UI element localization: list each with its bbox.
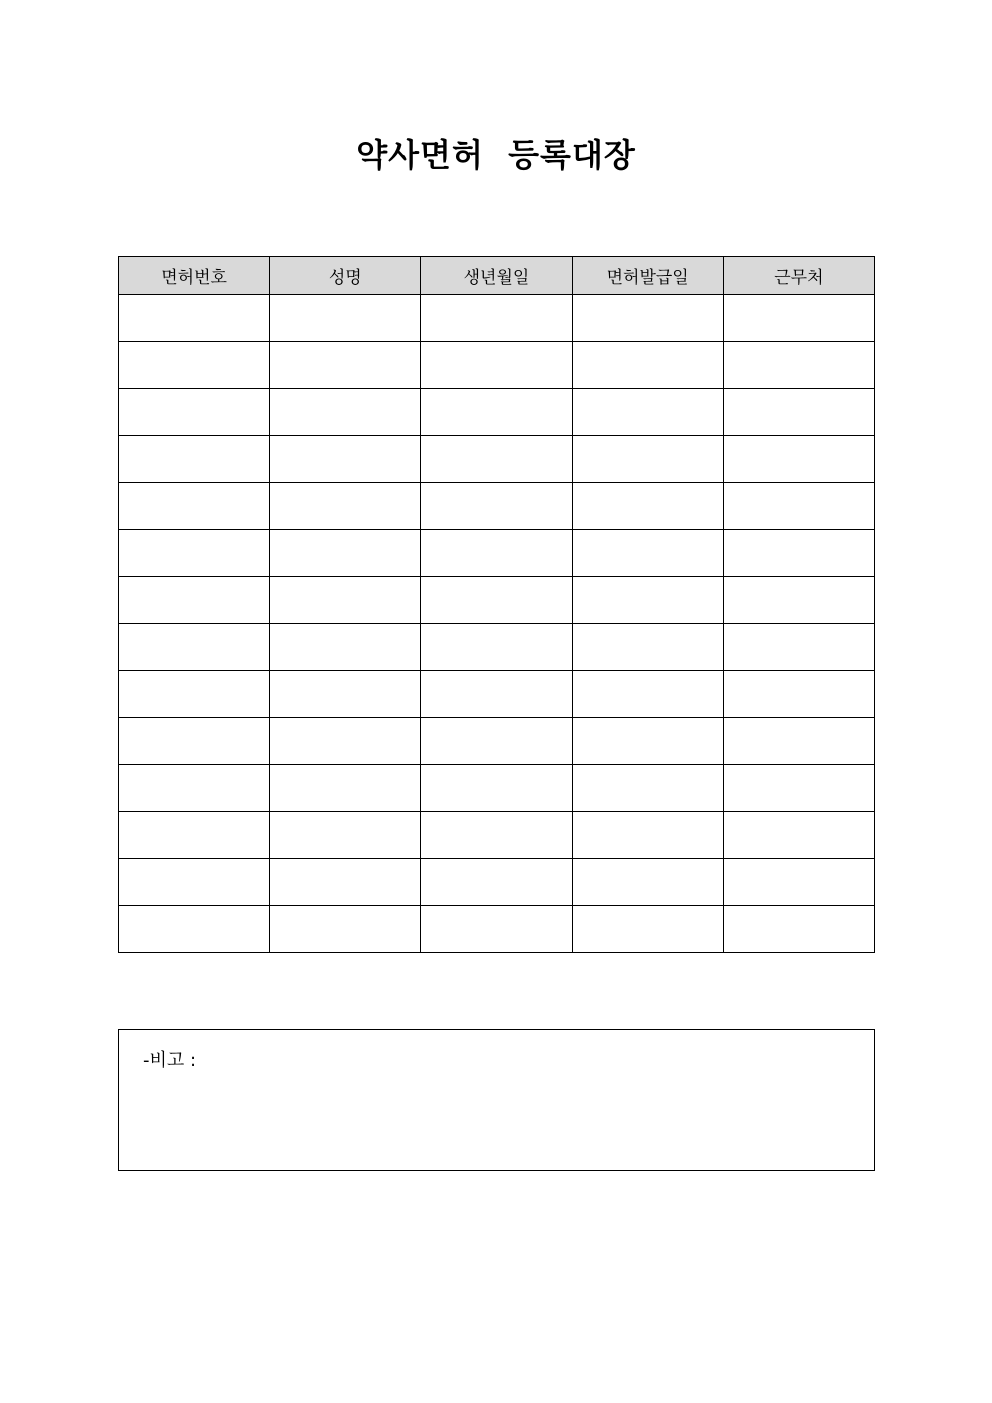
cell-workplace[interactable] — [723, 295, 874, 342]
cell-issue-date[interactable] — [572, 624, 723, 671]
cell-name[interactable] — [270, 812, 421, 859]
cell-name[interactable] — [270, 436, 421, 483]
cell-birth-date[interactable] — [421, 577, 572, 624]
cell-birth-date[interactable] — [421, 483, 572, 530]
cell-birth-date[interactable] — [421, 906, 572, 953]
cell-name[interactable] — [270, 859, 421, 906]
cell-workplace[interactable] — [723, 812, 874, 859]
cell-birth-date[interactable] — [421, 859, 572, 906]
cell-name[interactable] — [270, 718, 421, 765]
cell-license-number[interactable] — [119, 530, 270, 577]
column-header-license-number: 면허번호 — [119, 257, 270, 295]
cell-workplace[interactable] — [723, 436, 874, 483]
cell-birth-date[interactable] — [421, 295, 572, 342]
cell-issue-date[interactable] — [572, 577, 723, 624]
cell-birth-date[interactable] — [421, 530, 572, 577]
cell-name[interactable] — [270, 906, 421, 953]
cell-birth-date[interactable] — [421, 389, 572, 436]
table-row — [119, 718, 875, 765]
cell-name[interactable] — [270, 389, 421, 436]
table-row — [119, 859, 875, 906]
cell-license-number[interactable] — [119, 389, 270, 436]
license-register-table — [118, 256, 875, 953]
table-header-row — [119, 257, 875, 295]
cell-license-number[interactable] — [119, 671, 270, 718]
cell-name[interactable] — [270, 342, 421, 389]
table-row — [119, 483, 875, 530]
table-row — [119, 342, 875, 389]
column-header-workplace: 근무처 — [723, 257, 874, 295]
cell-license-number[interactable] — [119, 859, 270, 906]
cell-birth-date[interactable] — [421, 342, 572, 389]
cell-birth-date[interactable] — [421, 718, 572, 765]
cell-name[interactable] — [270, 765, 421, 812]
cell-issue-date[interactable] — [572, 295, 723, 342]
cell-issue-date[interactable] — [572, 389, 723, 436]
cell-issue-date[interactable] — [572, 530, 723, 577]
table-body — [119, 295, 875, 953]
cell-license-number[interactable] — [119, 436, 270, 483]
cell-name[interactable] — [270, 530, 421, 577]
cell-license-number[interactable] — [119, 812, 270, 859]
cell-workplace[interactable] — [723, 577, 874, 624]
table-row — [119, 530, 875, 577]
cell-name[interactable] — [270, 624, 421, 671]
column-header-name: 성명 — [270, 257, 421, 295]
table-row — [119, 906, 875, 953]
cell-workplace[interactable] — [723, 765, 874, 812]
cell-license-number[interactable] — [119, 718, 270, 765]
cell-issue-date[interactable] — [572, 906, 723, 953]
column-header-birth-date: 생년월일 — [421, 257, 572, 295]
cell-workplace[interactable] — [723, 389, 874, 436]
remarks-label: -비고 : — [143, 1050, 197, 1071]
cell-issue-date[interactable] — [572, 859, 723, 906]
cell-issue-date[interactable] — [572, 812, 723, 859]
cell-name[interactable] — [270, 577, 421, 624]
table-row — [119, 671, 875, 718]
cell-workplace[interactable] — [723, 483, 874, 530]
table-row — [119, 577, 875, 624]
cell-workplace[interactable] — [723, 718, 874, 765]
table-row — [119, 765, 875, 812]
cell-name[interactable] — [270, 483, 421, 530]
cell-issue-date[interactable] — [572, 342, 723, 389]
document-title: 약사면허 등록대장 — [356, 136, 636, 174]
cell-issue-date[interactable] — [572, 436, 723, 483]
cell-license-number[interactable] — [119, 906, 270, 953]
cell-license-number[interactable] — [119, 342, 270, 389]
table-row — [119, 812, 875, 859]
cell-license-number[interactable] — [119, 765, 270, 812]
cell-workplace[interactable] — [723, 530, 874, 577]
cell-birth-date[interactable] — [421, 812, 572, 859]
cell-workplace[interactable] — [723, 906, 874, 953]
cell-birth-date[interactable] — [421, 765, 572, 812]
cell-birth-date[interactable] — [421, 436, 572, 483]
cell-workplace[interactable] — [723, 342, 874, 389]
cell-license-number[interactable] — [119, 483, 270, 530]
cell-issue-date[interactable] — [572, 671, 723, 718]
cell-workplace[interactable] — [723, 859, 874, 906]
column-header-issue-date: 면허발급일 — [572, 257, 723, 295]
cell-issue-date[interactable] — [572, 483, 723, 530]
table-row — [119, 436, 875, 483]
cell-name[interactable] — [270, 295, 421, 342]
cell-license-number[interactable] — [119, 624, 270, 671]
table-row — [119, 624, 875, 671]
cell-issue-date[interactable] — [572, 718, 723, 765]
cell-issue-date[interactable] — [572, 765, 723, 812]
cell-name[interactable] — [270, 671, 421, 718]
cell-birth-date[interactable] — [421, 624, 572, 671]
cell-license-number[interactable] — [119, 577, 270, 624]
cell-license-number[interactable] — [119, 295, 270, 342]
table-row — [119, 295, 875, 342]
remarks-box — [118, 1029, 875, 1171]
cell-workplace[interactable] — [723, 671, 874, 718]
cell-workplace[interactable] — [723, 624, 874, 671]
table-row — [119, 389, 875, 436]
cell-birth-date[interactable] — [421, 671, 572, 718]
